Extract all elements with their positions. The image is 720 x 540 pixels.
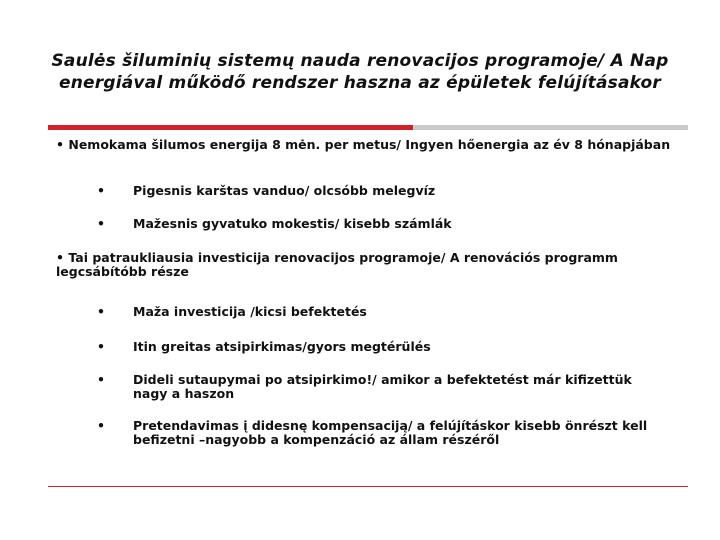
bullet-marker: • xyxy=(97,216,105,231)
sub-bullet xyxy=(97,373,657,401)
sub-bullet-text: Maža investicija /kicsi befektetés xyxy=(133,304,367,319)
title-divider xyxy=(48,125,688,130)
sub-bullet-text: Itin greitas atsipirkimas/gyors megtérülés xyxy=(133,339,431,354)
sub-bullet-text: Pretendavimas į didesnę kompensaciją/ a felújításkor kisebb önrészt kell befizetni –nagyobb a kompenzáció az állam részéről xyxy=(133,418,648,447)
sub-bullet-text: Mažesnis gyvatuko mokestis/ kisebb számlák xyxy=(133,216,452,231)
main-bullet-2-text: Tai patraukliausia investicija renovacijos programoje/ A renovációs programm legcsábítóbb része xyxy=(56,250,618,279)
main-bullet-1-text: Nemokama šilumos energija 8 mėn. per metus/ Ingyen hőenergia az év 8 hónapjában xyxy=(68,137,671,152)
main-bullet-2 xyxy=(56,251,676,279)
bullet-marker: • xyxy=(56,137,64,152)
footer-divider xyxy=(48,486,688,487)
bullet-marker: • xyxy=(97,418,105,433)
sub-bullet-text: Dideli sutaupymai po atsipirkimo!/ amikor a befektetést már kifizettük nagy a haszon xyxy=(133,372,632,401)
bullet-marker: • xyxy=(97,304,105,319)
bullet-marker: • xyxy=(56,250,64,265)
bullet-marker: • xyxy=(97,339,105,354)
main-bullet-1 xyxy=(56,138,676,152)
sub-bullet xyxy=(97,340,657,354)
sub-bullet xyxy=(97,419,657,447)
sub-bullet xyxy=(97,184,657,198)
slide-title: Saulės šiluminių sistemų nauda renovacijos programoje/ A Nap energiával működő rendszer haszna az épületek felújításakor xyxy=(51,51,669,93)
bullet-marker: • xyxy=(97,183,105,198)
sub-bullet xyxy=(97,305,657,319)
bullet-marker: • xyxy=(97,372,105,387)
sub-bullet-text: Pigesnis karštas vanduo/ olcsóbb melegvíz xyxy=(133,183,436,198)
sub-bullet xyxy=(97,217,657,231)
